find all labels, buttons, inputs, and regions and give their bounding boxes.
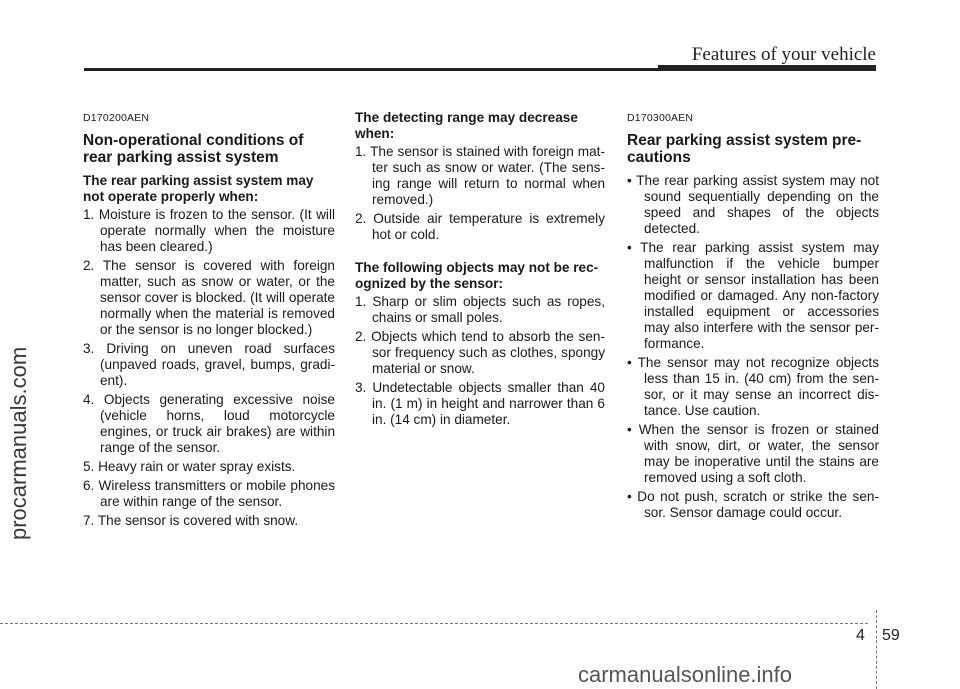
list-item: 1. Moisture is frozen to the sensor. (It will operate normally when the moisture has been cleared.) [83, 207, 335, 254]
range-list [355, 144, 605, 243]
list-item: • When the sensor is frozen or stained with snow, dirt, or water, the sensor may be inoperative until the stains are removed using a soft cloth. [627, 422, 879, 485]
list-item: 6. Wireless transmitters or mobile phones are within range of the sensor. [83, 478, 335, 509]
conditions-list [83, 207, 335, 529]
list-item: 2. Outside air temperature is extremely hot or cold. [355, 211, 605, 242]
list-item: 2. Objects which tend to absorb the sen-sor frequency such as clothes, spongy material or snow. [355, 329, 605, 376]
list-item: 1. Sharp or slim objects such as ropes, chains or small poles. [355, 294, 605, 325]
lead-text: The detecting range may decrease when: [355, 110, 578, 141]
page-number: 59 [882, 627, 900, 644]
precautions-list [627, 173, 879, 521]
column-2 [355, 110, 605, 431]
footer-divider [876, 610, 877, 689]
bottom-watermark: carmanualsonline.info [578, 662, 793, 687]
section-heading: Rear parking assist system pre-cautions [627, 132, 862, 166]
list-item: 7. The sensor is covered with snow. [83, 513, 299, 528]
list-item: 5. Heavy rain or water spray exists. [83, 459, 296, 474]
list-item: • The sensor may not recognize objects less than 15 in. (40 cm) from the sen-sor, or it may sense an incorrect dis-tance. Use caution. [627, 355, 879, 418]
list-item: 3. Driving on uneven road surfaces (unpaved roads, gravel, bumps, gradi-ent). [83, 341, 335, 388]
list-item: • The rear parking assist system may not sound sequentially depending on the speed and shapes of the objects detected. [627, 173, 879, 236]
header-rule-accent [658, 65, 876, 71]
list-item: • Do not push, scratch or strike the sen-sor. Sensor damage could occur. [627, 489, 879, 520]
page-header-title: Features of your vehicle [691, 44, 876, 65]
header-rule [84, 68, 658, 71]
chapter-number: 4 [856, 627, 865, 644]
column-3 [627, 110, 879, 524]
list-item: 2. The sensor is covered with foreign matter, such as snow or water, or the sensor cover is blocked. (It will operate normally when the material is removed or the sensor is no longer blocked.) [83, 258, 335, 337]
section-heading: Non-operational conditions of rear parking assist system [83, 132, 304, 166]
footer-rule [0, 623, 868, 624]
objects-list [355, 294, 605, 428]
list-item: • The rear parking assist system may malfunction if the vehicle bumper height or sensor installation has been modified or damaged. Any non-factory installed equipment or accessories may also interfere with the sensor per-formance. [627, 240, 879, 351]
section-code: D170200AEN [83, 112, 150, 124]
section-code: D170300AEN [627, 112, 694, 124]
lead-text: The rear parking assist system may not operate properly when: [83, 173, 314, 204]
side-watermark-text: procarmanuals.com [6, 346, 31, 540]
side-watermark [4, 240, 34, 540]
lead-text: The following objects may not be rec-ognized by the sensor: [355, 260, 599, 291]
list-item: 3. Undetectable objects smaller than 40 in. (1 m) in height and narrower than 6 in. (14 cm) in diameter. [355, 380, 605, 427]
list-item: 4. Objects generating excessive noise (vehicle horns, loud motorcycle engines, or truck air brakes) are within range of the sensor. [83, 392, 335, 455]
column-1 [83, 110, 335, 532]
list-item: 1. The sensor is stained with foreign mat-ter such as snow or water. (The sens-ing range will return to normal when removed.) [355, 144, 605, 207]
